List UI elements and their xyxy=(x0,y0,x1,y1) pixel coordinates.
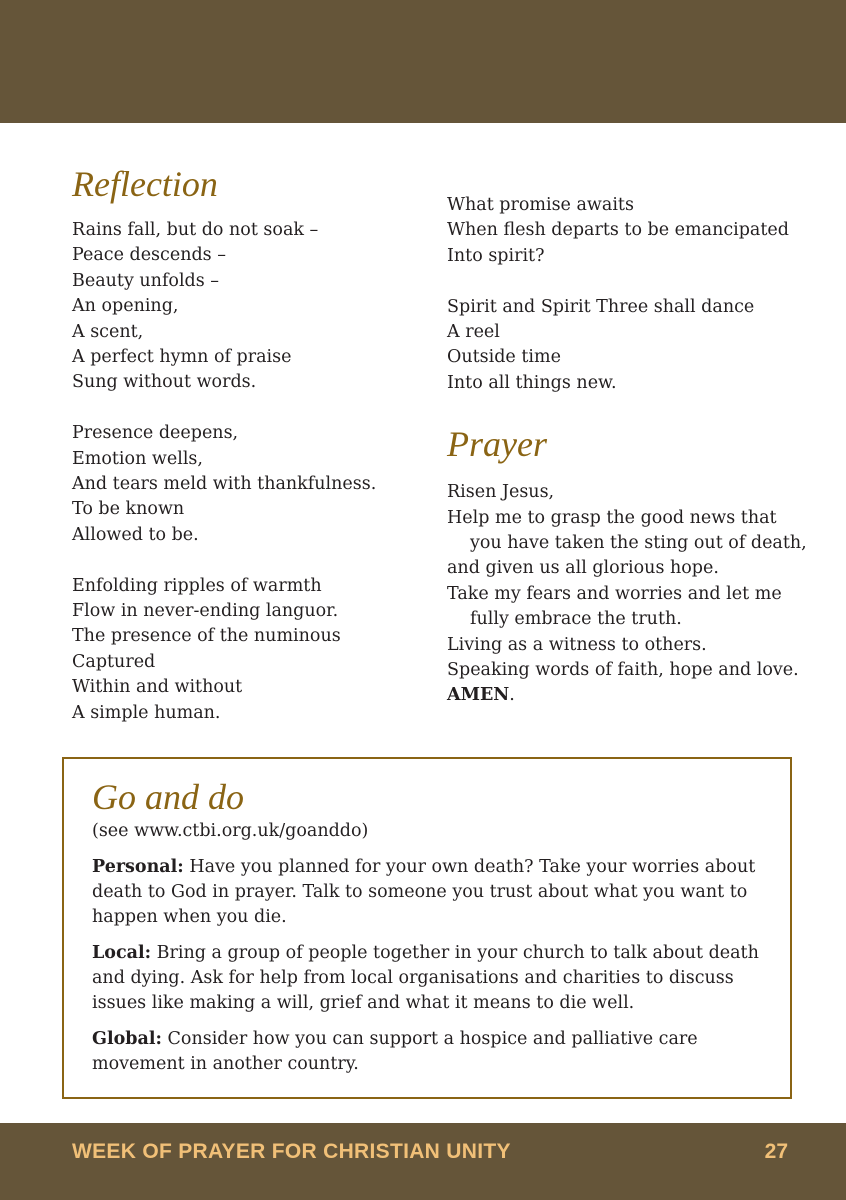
prayer-line: you have taken the sting out of death, xyxy=(470,533,807,554)
prayer-line: Risen Jesus, xyxy=(447,482,555,503)
personal-label: Personal: xyxy=(92,857,184,877)
prayer-line: and given us all glorious hope. xyxy=(447,558,719,579)
poem-line: A scent, xyxy=(72,321,144,342)
reflection-stanza-1 xyxy=(72,218,422,396)
global-paragraph xyxy=(92,1027,772,1077)
global-text: Consider how you can support a hospice and palliative care movement in another country. xyxy=(92,1029,698,1074)
poem-line: Allowed to be. xyxy=(72,524,199,545)
poem-line: Outside time xyxy=(447,347,561,368)
prayer-line: Speaking words of faith, hope and love. xyxy=(447,660,799,681)
poem-line: An opening, xyxy=(72,296,179,317)
poem-line: Enfolding ripples of warmth xyxy=(72,575,322,596)
right-column xyxy=(447,193,807,709)
reflection-heading: Reflection xyxy=(72,164,218,204)
poem-line: Beauty unfolds – xyxy=(72,270,220,291)
go-and-do-content xyxy=(92,775,772,1088)
poem-line: What promise awaits xyxy=(447,195,634,215)
reflection-stanza-4 xyxy=(447,193,807,269)
page-number: 27 xyxy=(764,1140,788,1163)
local-paragraph xyxy=(92,941,772,1016)
poem-line: Sung without words. xyxy=(72,372,257,393)
prayer-line: Take my fears and worries and let me xyxy=(447,583,782,604)
amen-period: . xyxy=(509,685,515,706)
reflection-stanza-5 xyxy=(447,295,807,397)
poem-line: Captured xyxy=(72,651,156,672)
personal-paragraph xyxy=(92,855,772,930)
poem-line: When flesh departs to be emancipated xyxy=(447,220,789,241)
prayer-line: Living as a witness to others. xyxy=(447,634,707,655)
poem-line: Into spirit? xyxy=(447,245,545,266)
poem-line: Rains fall, but do not soak – xyxy=(72,220,319,240)
local-label: Local: xyxy=(92,943,152,963)
go-and-do-heading: Go and do xyxy=(92,777,244,817)
reflection-stanza-3 xyxy=(72,574,422,726)
prayer-line: fully embrace the truth. xyxy=(470,609,682,630)
poem-line: A reel xyxy=(447,322,500,343)
reflection-stanza-2 xyxy=(72,421,422,548)
poem-line: To be known xyxy=(72,499,185,520)
footer-title: WEEK OF PRAYER FOR CHRISTIAN UNITY xyxy=(72,1140,511,1163)
poem-line: A simple human. xyxy=(72,702,221,723)
poem-line: Peace descends – xyxy=(72,245,226,266)
poem-line: And tears meld with thankfulness. xyxy=(72,474,377,495)
poem-line: Emotion wells, xyxy=(72,448,203,469)
amen-line xyxy=(447,683,807,708)
poem-line: A perfect hymn of praise xyxy=(72,347,292,368)
poem-line: Into all things new. xyxy=(447,372,617,393)
poem-line: Flow in never-ending languor. xyxy=(72,601,339,622)
go-and-do-link-note: (see www.ctbi.org.uk/goanddo) xyxy=(92,821,369,841)
personal-text: Have you planned for your own death? Take your worries about death to God in prayer. Talk to someone you trust about what you want to happen when you die. xyxy=(92,857,756,927)
poem-line: The presence of the numinous xyxy=(72,626,341,647)
top-band xyxy=(0,0,846,123)
global-label: Global: xyxy=(92,1029,162,1049)
poem-line: Spirit and Spirit Three shall dance xyxy=(447,296,755,317)
prayer-line: Help me to grasp the good news that xyxy=(447,507,777,528)
go-and-do-box xyxy=(62,757,792,1099)
poem-line: Within and without xyxy=(72,677,243,698)
local-text: Bring a group of people together in your church to talk about death and dying. Ask for help from local organisations and charities to discuss issues like making a will, grief and what it means to die well. xyxy=(92,943,759,1013)
prayer-heading: Prayer xyxy=(447,424,547,465)
amen-word: AMEN xyxy=(447,685,510,706)
left-column xyxy=(72,162,422,726)
poem-line: Presence deepens, xyxy=(72,423,239,444)
prayer-text xyxy=(447,480,807,709)
